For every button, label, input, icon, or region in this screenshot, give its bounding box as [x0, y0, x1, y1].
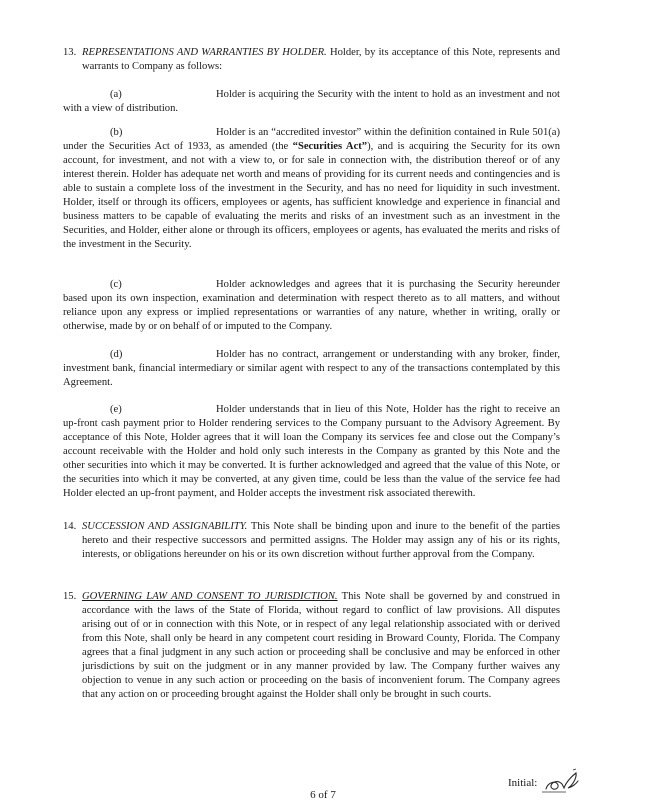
section-text: This Note shall be binding upon and inure to the benefit of the parties hereto and their respective successors and permitted assigns. The Holder may assign any of his or its rights, interests, or obligations hereunder on his or its own discretion without further approval from the Company.	[82, 521, 560, 560]
section-title: SUCCESSION AND ASSIGNABILITY.	[82, 521, 248, 532]
section-title: REPRESENTATIONS AND WARRANTIES BY HOLDER.	[82, 47, 327, 58]
subsection-b	[63, 126, 560, 252]
section-15	[63, 590, 560, 702]
section-14	[63, 520, 560, 562]
subsection-label: (c)	[110, 279, 122, 290]
section-title: GOVERNING LAW AND CONSENT TO JURISDICTION.	[82, 591, 338, 602]
defined-term: “Securities Act”	[292, 141, 368, 152]
subsection-text: Holder understands that in lieu of this Note, Holder has the right to receive an up-front cash payment prior to Holder rendering services to the Company pursuant to the Advisory Agreement. By acceptance of this Note, Holder agrees that it will loan the Company its services fee and close out the Company’s account receivable with the Holder and hold only such interests in the Company as granted by this Note and the other securities into which it may be converted. It is further acknowledged and agreed that the value of this Note, or the securities into which it may be converted, at any given time, could be less than the value of the service fee had Holder elected an up-front payment, and Holder accepts the investment risk associated therewith.	[63, 404, 560, 499]
subsection-a	[63, 88, 560, 116]
section-13	[63, 46, 560, 74]
subsection-c	[63, 278, 560, 334]
section-number: 13.	[63, 47, 77, 58]
subsection-label: (d)	[110, 349, 123, 360]
section-text: Holder, by its acceptance of this Note, represents and warrants to Company as follows:	[82, 47, 560, 72]
subsection-label: (a)	[110, 89, 122, 100]
section-number: 15.	[63, 591, 77, 602]
subsection-text: Holder is an “accredited investor” within the definition contained in Rule 501(a) under the Securities Act of 1933, as amended (the	[63, 127, 560, 152]
subsection-label: (e)	[110, 404, 122, 415]
subsection-e	[63, 403, 560, 501]
page-number: 6 of 7	[310, 789, 336, 801]
subsection-d	[63, 348, 560, 390]
section-text: This Note shall be governed by and construed in accordance with the laws of the State of Florida, without regard to conflict of law provisions. All disputes arising out of or in connection with this Note, or in respect of any legal relationship associated with or derived from this Note, shall only be heard in any competent court residing in Broward County, Florida. The Company agrees that a final judgment in any such action or proceeding shall be conclusive and may be enforced in other jurisdictions by suit on the judgment or in any manner provided by law. The Company further waives any objection to venue in any such action or proceeding on the basis of inconvenient forum. The Company agrees that any action on or proceeding brought against the Holder shall only be brought in such courts.	[82, 591, 561, 700]
subsection-text: Holder acknowledges and agrees that it is purchasing the Security hereunder based upon its own inspection, examination and determination with respect thereto as to all matters, and without reliance upon any express or implied representations or warranties of any nature, whether in writing, orally or otherwise, made by or on behalf of or imputed to the Company.	[63, 279, 560, 332]
initial-label: Initial:	[508, 777, 538, 789]
subsection-text: Holder is acquiring the Security with the intent to hold as an investment and not with a view of distribution.	[63, 89, 560, 114]
subsection-text: Holder has no contract, arrangement or understanding with any broker, finder, investment bank, financial intermediary or similar agent with respect to any of the transactions contemplated by this Agreement.	[63, 349, 560, 388]
section-number: 14.	[63, 521, 77, 532]
subsection-text-cont: ), and is acquiring the Security for its own account, for investment, and not with a view to, or for sale in connection with, the distribution thereof or of any interest therein. Holder has adequate net worth and means of providing for its current needs and contingencies and is able to sustain a complete loss of the investment in the Security, and has no need for liquidity in such investment. Holder, itself or through its officers, employees or agents, has sufficient knowledge and experience in financial and business matters to be capable of evaluating the merits and risks of an investment such as an investment in the Securities, and Holder, either alone or through its officers, employees or agents, has evaluated the merits and risks of the investment in the Security.	[63, 141, 560, 250]
subsection-label: (b)	[110, 127, 123, 138]
